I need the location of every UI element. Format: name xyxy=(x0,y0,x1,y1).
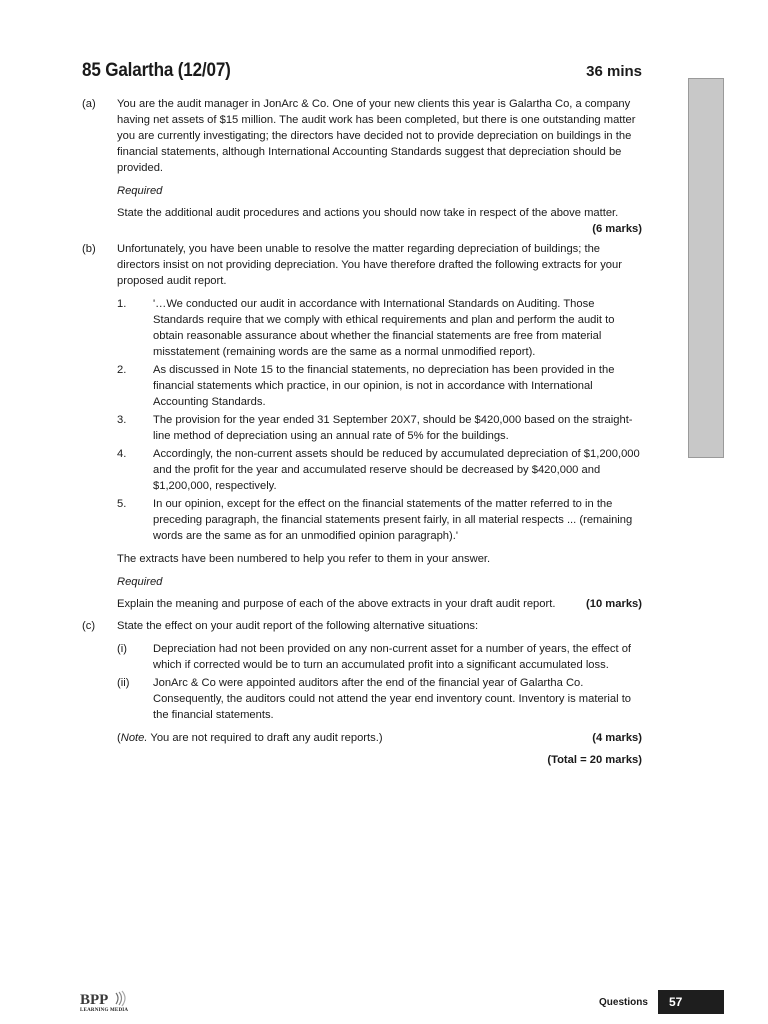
extract-text: Accordingly, the non-current assets should be reduced by accumulated depreciation of $1,200,000 and the profit for the year and accumulated reserve should be decreased by $420,000 and $1,200,000, respectively. xyxy=(153,448,640,492)
part-c xyxy=(82,618,642,768)
page-number-box xyxy=(658,990,724,1014)
part-b-numbering-note: The extracts have been numbered to help you refer to them in your answer. xyxy=(117,553,491,565)
situation-text: Depreciation had not been provided on any non-current asset for a number of years, the effect of which if corrected would be to turn an accumulated profit into a significant accumulated loss. xyxy=(153,643,632,671)
situation-number: (ii) xyxy=(117,677,130,689)
extract-item xyxy=(117,362,642,410)
extract-number: 4. xyxy=(117,448,127,460)
part-a-label: (a) xyxy=(82,98,96,110)
part-c-note: (Note. You are not required to draft any audit reports.) xyxy=(117,732,383,744)
situation-text: JonArc & Co were appointed auditors after the end of the financial year of Galartha Co. Consequently, the auditors could not attend the year end inventory count. Inventory is material to the financial statements. xyxy=(153,677,632,721)
part-c-marks: (4 marks) xyxy=(592,732,642,744)
section-tab-marker xyxy=(688,78,724,458)
part-b-label: (b) xyxy=(82,243,96,255)
part-b-text: Unfortunately, you have been unable to resolve the matter regarding depreciation of buildings; the directors insist on not providing depreciation. You have therefore drafted the following extracts for your proposed audit report. xyxy=(117,243,622,287)
part-b xyxy=(82,241,642,612)
part-c-label: (c) xyxy=(82,620,96,632)
question-duration: 36 mins xyxy=(586,63,642,80)
extract-number: 3. xyxy=(117,414,127,426)
publisher-logo xyxy=(80,990,130,1020)
situation-number: (i) xyxy=(117,643,127,655)
situations-list xyxy=(117,641,642,723)
publisher-logo-text: LEARNING MEDIA xyxy=(80,1008,129,1013)
svg-text:BPP: BPP xyxy=(80,992,109,1008)
extract-text: '…We conducted our audit in accordance with International Standards on Auditing. Those Standards require that we comply with ethical requirements and plan and perform the audit to obtain reasonable assurance about whether the financial statements are free from material misstatement (remaining words are the same as a normal unmodified report). xyxy=(153,298,615,358)
question-body xyxy=(82,96,642,772)
extract-text: In our opinion, except for the effect on the financial statements of the matter referred to in the preceding paragraph, the financial statements present fairly, in all material respects ... (remaining words are the same as for an unmodified opinion paragraph).' xyxy=(153,498,633,542)
extracts-list xyxy=(117,296,642,544)
page-number: 57 xyxy=(669,995,683,1009)
part-b-marks: (10 marks) xyxy=(586,598,642,610)
situation-item xyxy=(117,641,642,673)
extract-text: The provision for the year ended 31 September 20X7, should be $420,000 based on the straight-line method of depreciation using an annual rate of 5% for the buildings. xyxy=(153,414,633,442)
part-a-marks: (6 marks) xyxy=(592,223,642,235)
extract-number: 5. xyxy=(117,498,127,510)
question-header xyxy=(82,60,642,88)
extract-number: 2. xyxy=(117,364,127,376)
situation-item xyxy=(117,675,642,723)
extract-number: 1. xyxy=(117,298,127,310)
extract-item xyxy=(117,412,642,444)
part-a-required: Required xyxy=(117,185,163,197)
part-a xyxy=(82,96,642,237)
extract-item xyxy=(117,446,642,494)
extract-item xyxy=(117,496,642,544)
page-footer xyxy=(0,990,768,1020)
total-marks: (Total = 20 marks) xyxy=(547,754,642,766)
part-c-note-row xyxy=(117,730,642,746)
part-c-text: State the effect on your audit report of the following alternative situations: xyxy=(117,620,479,632)
extract-item xyxy=(117,296,642,360)
part-b-task-row xyxy=(117,596,642,612)
part-b-required: Required xyxy=(117,576,163,588)
part-b-task: Explain the meaning and purpose of each of the above extracts in your draft audit report. xyxy=(117,598,556,610)
extract-text: As discussed in Note 15 to the financial statements, no depreciation has been provided in the financial statements which practice, in our opinion, is not in accordance with International Accounting Standards. xyxy=(153,364,615,408)
note-label: Note. xyxy=(120,732,148,744)
question-title: 85 Galartha (12/07) xyxy=(82,60,231,81)
section-label: Questions xyxy=(599,997,648,1008)
part-a-text: You are the audit manager in JonArc & Co. One of your new clients this year is Galartha Co, a company having net assets of $15 million. The audit work has been completed, but there is one outstanding matter you are currently investigating; the directors have decided not to provide depreciation on buildings in the financial statements, although International Accounting Standards suggest that depreciation should be provided. xyxy=(117,98,636,174)
part-a-task: State the additional audit procedures and actions you should now take in respect of the above matter. xyxy=(117,207,619,219)
